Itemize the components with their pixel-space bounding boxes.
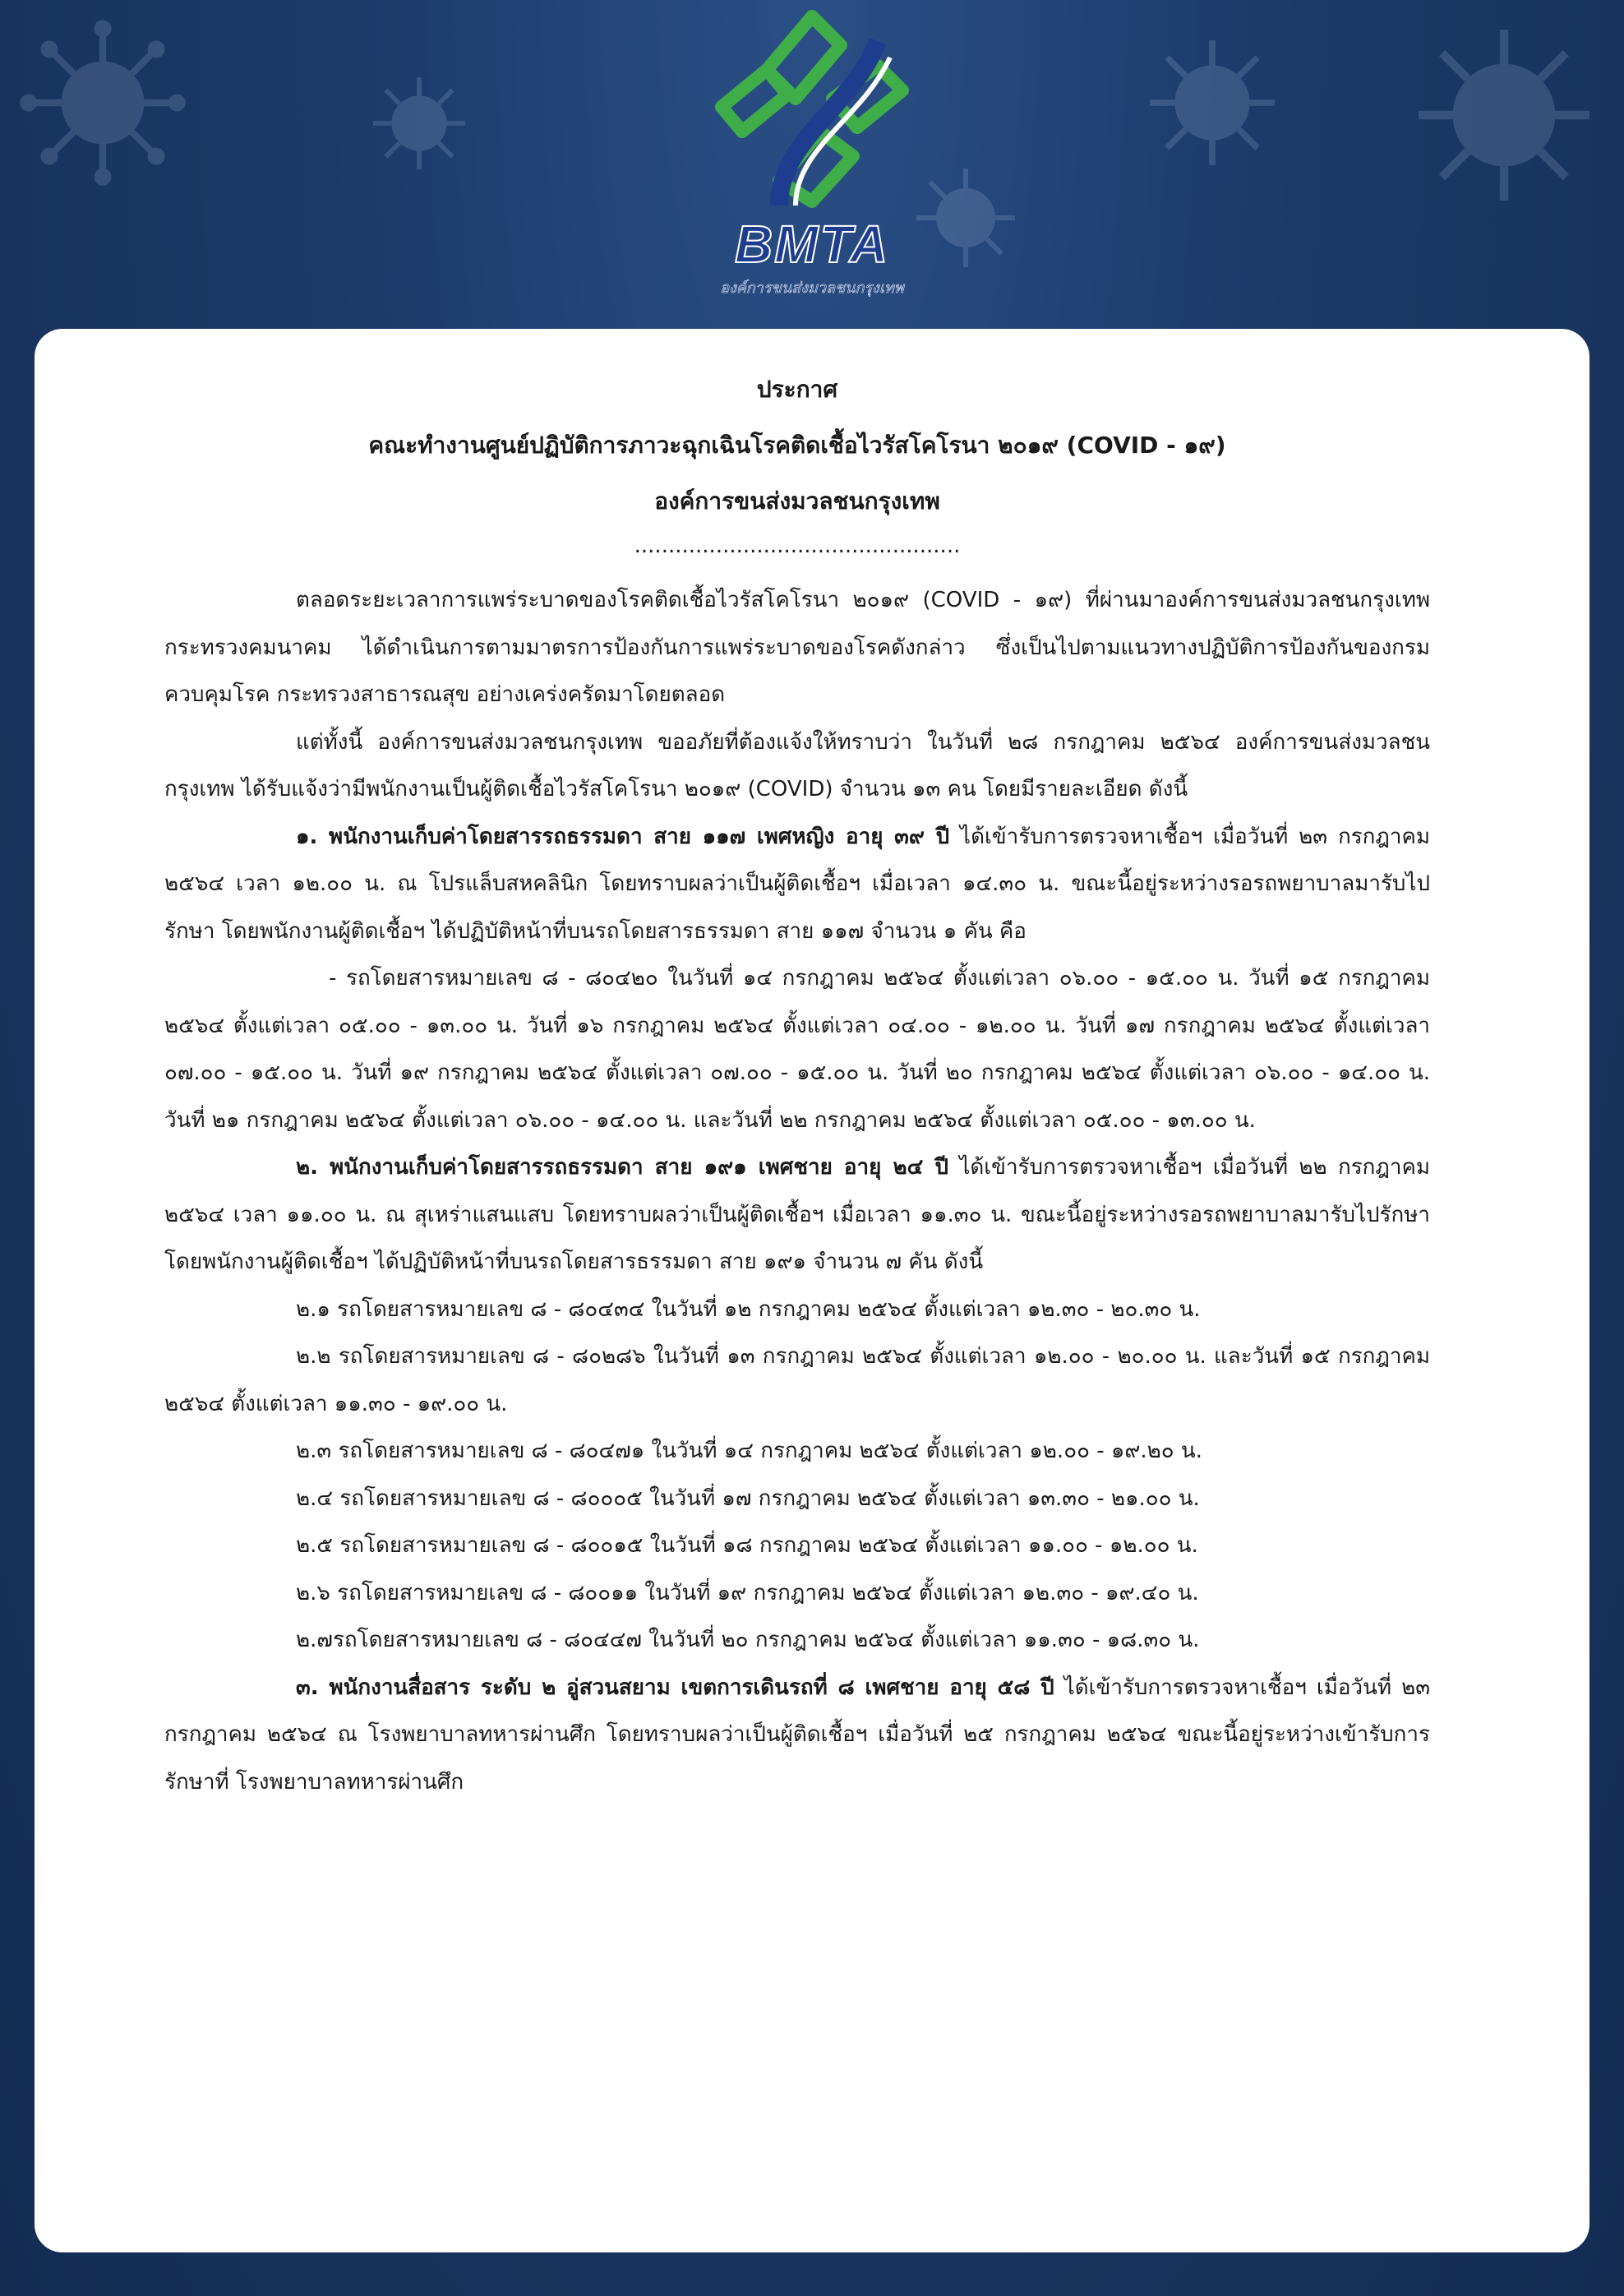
doc-title: ประกาศ — [756, 376, 838, 403]
intro-paragraph-2: แต่ทั้งนี้ องค์การขนส่งมวลชนกรุงเทพ ขออภัยที่ต้องแจ้งให้ทราบว่า ในวันที่ ๒๘ กรกฎาคม ๒๕๖๔ องค์การขนส่งมวลชนกรุงเทพ ได้รับแจ้งว่ามีพนักงานเป็นผู้ติดเชื้อไวรัสโคโรนา ๒๐๑๙ (COVID) จำนวน ๑๓ คน โดยมีรายละเอียด ดังนี้ — [164, 729, 1430, 802]
logo-text: BMTA — [734, 215, 890, 274]
case-1-detail: ได้เข้ารับการตรวจหาเชื้อฯ เมื่อวันที่ ๒๓ กรกฎาคม ๒๕๖๔ เวลา ๑๒.๐๐ น. ณ โปรแล็บสหคลินิก โดยทราบผลว่าเป็นผู้ติดเชื้อฯ เมื่อเวลา ๑๔.๓๐ น. ขณะนี้อยู่ระหว่างรอรถพยาบาลมารับไปรักษา โดยพนักงานผู้ติดเชื้อฯ ได้ปฏิบัติหน้าที่บนรถโดยสารธรรมดา สาย ๑๑๗ จำนวน ๑ คัน คือ — [164, 824, 1430, 944]
announcement-document — [164, 362, 1430, 1806]
case-2-bus-4: ๒.๔ รถโดยสารหมายเลข ๘ - ๘๐๐๐๕ ในวันที่ ๑๗ กรกฎาคม ๒๕๖๔ ตั้งแต่เวลา ๑๓.๓๐ - ๒๑.๐๐ น. — [296, 1485, 1200, 1511]
case-1-heading: ๑. พนักงานเก็บค่าโดยสารรถธรรมดา สาย ๑๑๗ เพศหญิง อายุ ๓๙ ปี — [296, 824, 950, 849]
header — [0, 0, 1624, 329]
case-1 — [164, 814, 1430, 956]
case-1-bus: - รถโดยสารหมายเลข ๘ - ๘๐๔๒๐ ในวันที่ ๑๔ กรกฎาคม ๒๕๖๔ ตั้งแต่เวลา ๐๖.๐๐ - ๑๕.๐๐ น. วันที่ ๑๕ กรกฎาคม ๒๕๖๔ ตั้งแต่เวลา ๐๕.๐๐ - ๑๓.๐๐ น. วันที่ ๑๖ กรกฎาคม ๒๕๖๔ ตั้งแต่เวลา ๐๔.๐๐ - ๑๒.๐๐ น. วันที่ ๑๗ กรกฎาคม ๒๕๖๔ ตั้งแต่เวลา ๐๗.๐๐ - ๑๕.๐๐ น. วันที่ ๑๙ กรกฎาคม ๒๕๖๔ ตั้งแต่เวลา ๐๗.๐๐ - ๑๕.๐๐ น. วันที่ ๒๐ กรกฎาคม ๒๕๖๔ ตั้งแต่เวลา ๐๖.๐๐ - ๑๔.๐๐ น. วันที่ ๒๑ กรกฎาคม ๒๕๖๔ ตั้งแต่เวลา ๐๖.๐๐ - ๑๔.๐๐ น. และวันที่ ๒๒ กรกฎาคม ๒๕๖๔ ตั้งแต่เวลา ๐๕.๐๐ - ๑๓.๐๐ น. — [164, 966, 1430, 1133]
doc-subtitle: คณะทำงานศูนย์ปฏิบัติการภาวะฉุกเฉินโรคติดเชื้อไวรัสโคโรนา ๒๐๑๙ (COVID - ๑๙) — [368, 432, 1226, 459]
case-2-bus-3: ๒.๓ รถโดยสารหมายเลข ๘ - ๘๐๔๗๑ ในวันที่ ๑๔ กรกฎาคม ๒๕๖๔ ตั้งแต่เวลา ๑๒.๐๐ - ๑๙.๒๐ น. — [296, 1439, 1202, 1463]
case-2 — [164, 1144, 1430, 1287]
case-3-detail: ได้เข้ารับการตรวจหาเชื้อฯ เมื่อวันที่ ๒๓ กรกฎาคม ๒๕๖๔ ณ โรงพยาบาลทหารผ่านศึก โดยทราบผลว่าเป็นผู้ติดเชื้อฯ เมื่อวันที่ ๒๕ กรกฎาคม ๒๕๖๔ ขณะนี้อยู่ระหว่างเข้ารับการรักษาที่ โรงพยาบาลทหารผ่านศึก — [164, 1675, 1431, 1795]
case-3-heading: ๓. พนักงานสื่อสาร ระดับ ๒ อู่สวนสยาม เขตการเดินรถที่ ๘ เพศชาย อายุ ๕๘ ปี — [296, 1675, 1054, 1700]
intro-paragraph-1: ตลอดระยะเวลาการแพร่ระบาดของโรคติดเชื้อไวรัสโคโรนา ๒๐๑๙ (COVID - ๑๙) ที่ผ่านมาองค์การขนส่งมวลชนกรุงเทพ กระทรวงคมนาคม ได้ดำเนินการตามมาตรการป้องกันการแพร่ระบาดของโรคดังกล่าว ซึ่งเป็นไปตามแนวทางปฏิบัติการป้องกันของกรมควบคุมโรค กระทรวงสาธารณสุข อย่างเคร่งครัดมาโดยตลอด — [164, 588, 1430, 707]
case-2-bus-5: ๒.๕ รถโดยสารหมายเลข ๘ - ๘๐๐๑๕ ในวันที่ ๑๘ กรกฎาคม ๒๕๖๔ ตั้งแต่เวลา ๑๑.๐๐ - ๑๒.๐๐ น. — [296, 1533, 1198, 1558]
case-2-bus-2: ๒.๒ รถโดยสารหมายเลข ๘ - ๘๐๒๘๖ ในวันที่ ๑๓ กรกฎาคม ๒๕๖๔ ตั้งแต่เวลา ๑๒.๐๐ - ๒๐.๐๐ น. และวันที่ ๑๕ กรกฎาคม ๒๕๖๔ ตั้งแต่เวลา ๑๑.๓๐ - ๑๙.๐๐ น. — [164, 1344, 1430, 1416]
case-3 — [164, 1665, 1430, 1807]
bmta-emblem-icon — [689, 8, 935, 222]
case-2-bus-7: ๒.๗รถโดยสารหมายเลข ๘ - ๘๐๔๔๗ ในวันที่ ๒๐ กรกฎาคม ๒๕๖๔ ตั้งแต่เวลา ๑๑.๓๐ - ๑๘.๓๐ น. — [296, 1628, 1200, 1652]
logo-subtitle: องค์การขนส่งมวลชนกรุงเทพ — [720, 279, 904, 297]
case-2-bus-1: ๒.๑ รถโดยสารหมายเลข ๘ - ๘๐๔๓๔ ในวันที่ ๑๒ กรกฎาคม ๒๕๖๔ ตั้งแต่เวลา ๑๒.๓๐ - ๒๐.๓๐ น. — [296, 1296, 1201, 1322]
divider: ................................................ — [634, 534, 961, 558]
doc-organization: องค์การขนส่งมวลชนกรุงเทพ — [654, 487, 940, 515]
case-2-detail: ได้เข้ารับการตรวจหาเชื้อฯ เมื่อวันที่ ๒๒ กรกฎาคม ๒๕๖๔ เวลา ๑๑.๐๐ น. ณ สุเหร่าแสนแสบ โดยทราบผลว่าเป็นผู้ติดเชื้อฯ เมื่อเวลา ๑๑.๓๐ น. ขณะนี้อยู่ระหว่างรอรถพยาบาลมารับไปรักษา โดยพนักงานผู้ติดเชื้อฯ ได้ปฏิบัติหน้าที่บนรถโดยสารธรรมดา สาย ๑๙๑ จำนวน ๗ คัน ดังนี้ — [164, 1155, 1430, 1274]
bmta-logo — [689, 8, 935, 296]
case-2-bus-6: ๒.๖ รถโดยสารหมายเลข ๘ - ๘๐๐๑๑ ในวันที่ ๑๙ กรกฎาคม ๒๕๖๔ ตั้งแต่เวลา ๑๒.๓๐ - ๑๙.๔๐ น. — [296, 1580, 1199, 1605]
case-2-heading: ๒. พนักงานเก็บค่าโดยสารรถธรรมดา สาย ๑๙๑ เพศชาย อายุ ๒๔ ปี — [296, 1155, 948, 1180]
